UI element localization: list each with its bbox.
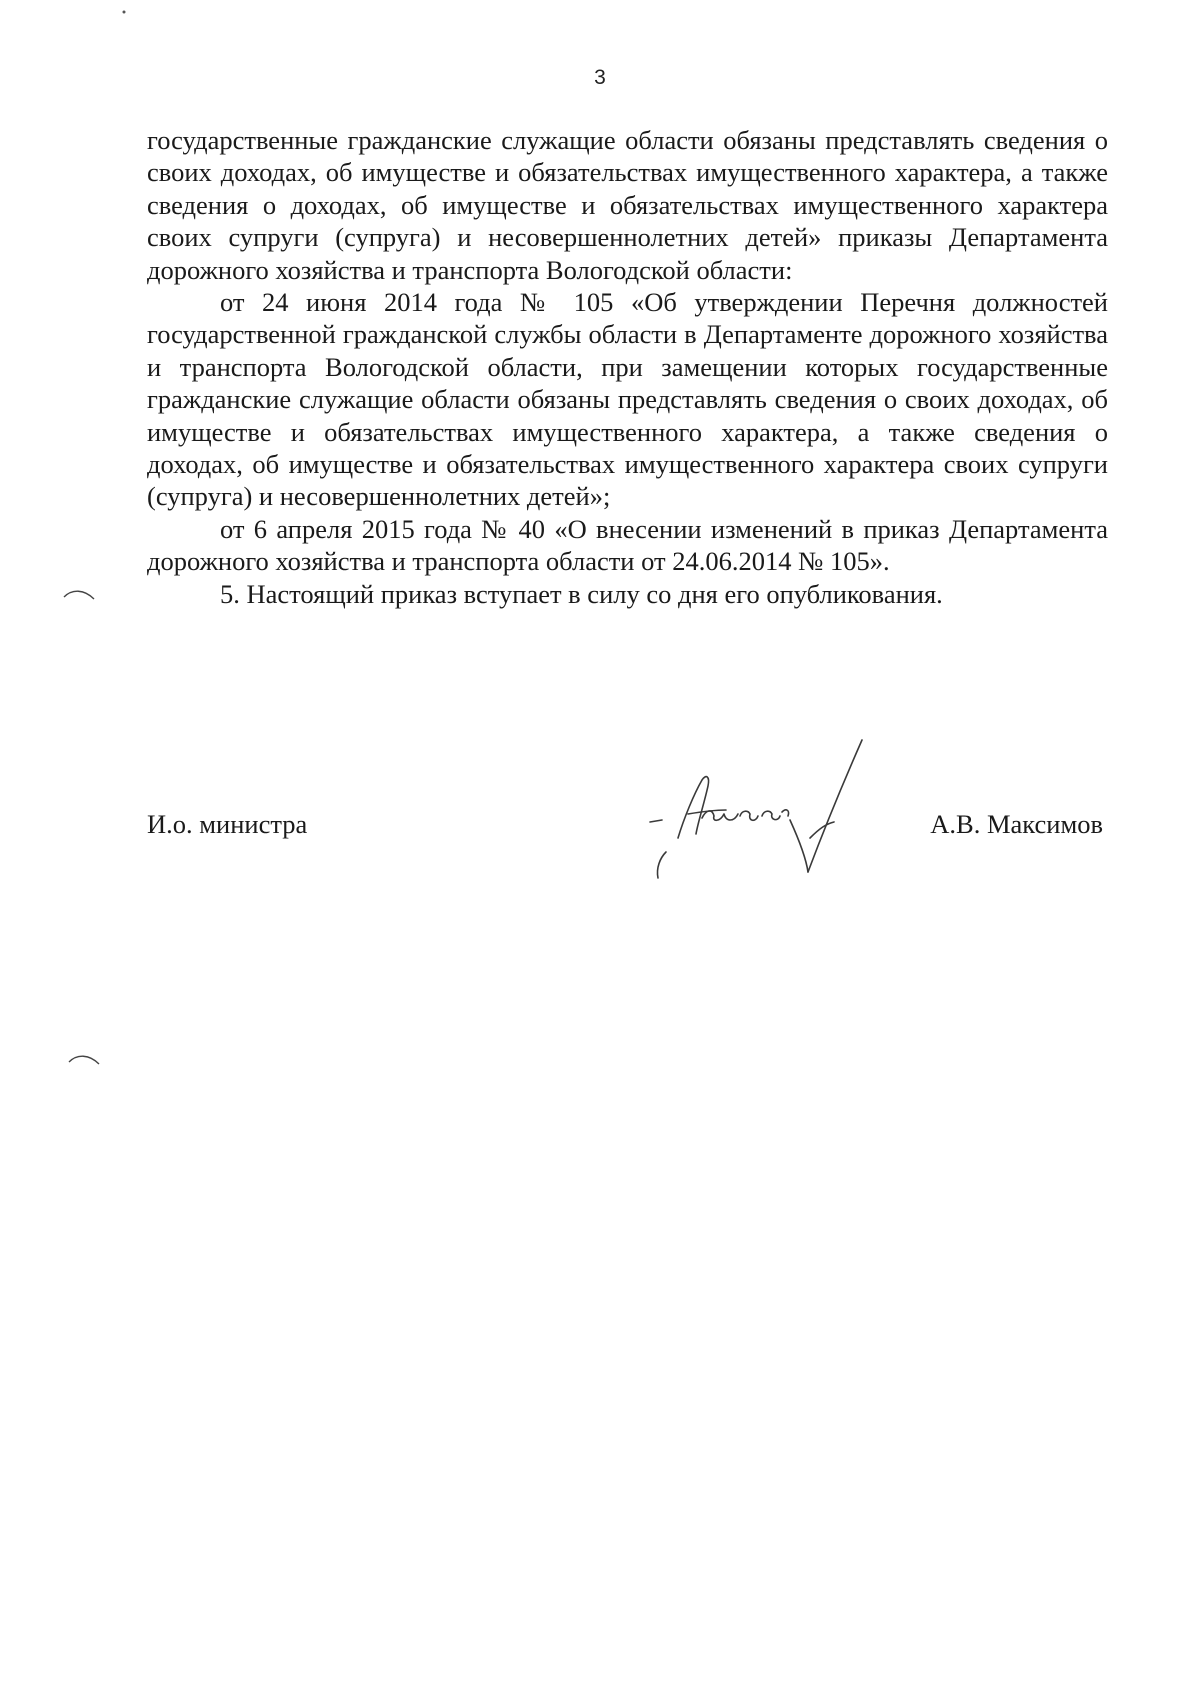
scan-artifact-icon — [65, 1050, 105, 1070]
document-body — [147, 124, 1108, 610]
paragraph-continuation: государственные гражданские служащие области обязаны представлять сведения о своих доходах, об имуществе и обязательствах имущественного характера, а также сведения о доходах, об имуществе и обязательствах имущественного характера своих супруги (супруга) и несовершеннолетних детей» приказы Департамента дорожного хозяйства и транспорта Вологодской области: — [147, 125, 1108, 285]
paragraph-order-2014: от 24 июня 2014 года № 105 «Об утверждении Перечня должностей государственной гражданской службы области в Департаменте дорожного хозяйства и транспорта Вологодской области, при замещении которых государственные гражданские служащие области обязаны представлять сведения о своих доходах, об имуществе и обязательствах имущественного характера, а также сведения о доходах, об имуществе и обязательствах имущественного характера своих супруги (супруга) и несовершеннолетних детей»; — [147, 287, 1108, 512]
page-number: 3 — [594, 66, 606, 89]
paragraph-order-2015: от 6 апреля 2015 года № 40 «О внесении изменений в приказ Департамента дорожного хозяйства и транспорта области от 24.06.2014 № 105». — [147, 513, 1108, 577]
signatory-role: И.о. министра — [147, 809, 308, 839]
scan-artifact-icon — [60, 585, 100, 605]
signatory-name: А.В. Максимов — [930, 809, 1103, 839]
scan-speck-icon — [120, 8, 128, 16]
handwritten-signature-icon — [640, 730, 940, 910]
paragraph-item-5: 5. Настоящий приказ вступает в силу со дня его опубликования. — [220, 578, 943, 609]
